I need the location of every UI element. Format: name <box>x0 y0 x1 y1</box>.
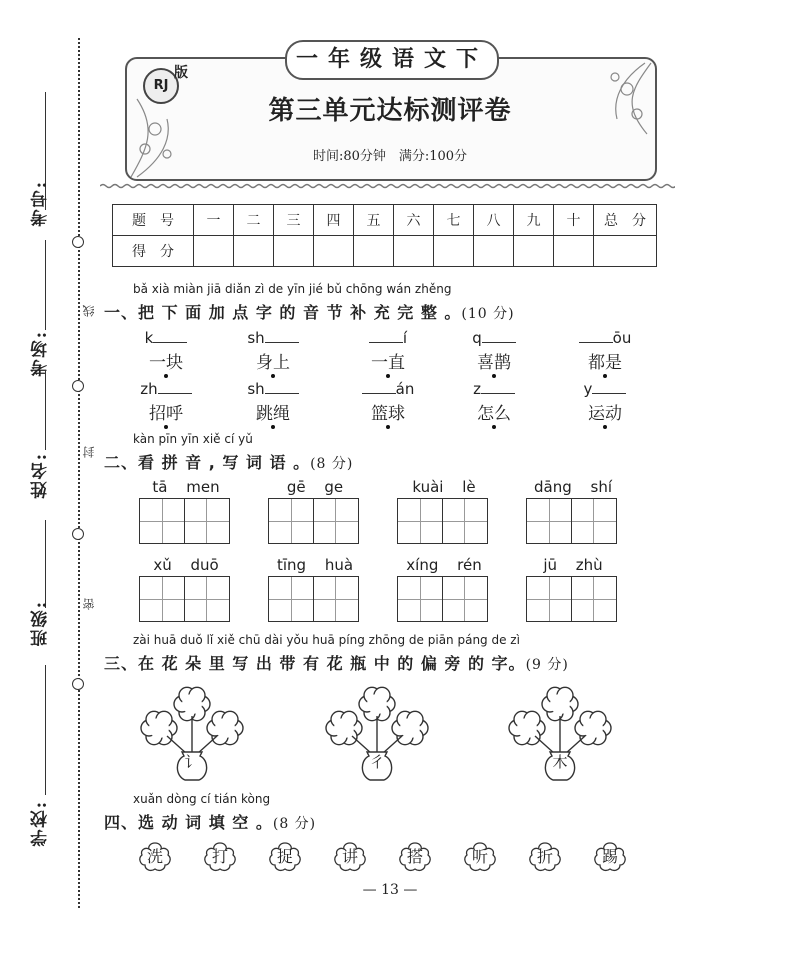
initial-text: sh <box>247 380 265 398</box>
pinyin-blank-row[interactable] <box>126 328 206 348</box>
score-cell[interactable] <box>194 236 234 267</box>
answer-blank[interactable] <box>362 379 396 394</box>
writing-cell[interactable] <box>268 498 314 544</box>
answer-blank[interactable] <box>592 379 626 394</box>
section3-title-text: 三、在 花 朵 里 写 出 带 有 花 瓶 中 的 偏 旁 的 字。 <box>104 654 526 673</box>
initial-text: sh <box>247 329 265 347</box>
score-cell[interactable] <box>354 236 394 267</box>
pinyin-blank-row[interactable] <box>126 379 206 399</box>
vase-radical: 讠 <box>184 753 200 771</box>
flower-vase <box>505 684 615 784</box>
writing-grid-block <box>526 556 620 622</box>
pinyin-completion-item <box>454 379 534 429</box>
section4-points: (8 分) <box>272 816 317 832</box>
word-text: 运动 <box>588 404 622 424</box>
answer-blank[interactable] <box>265 328 299 343</box>
grid-pinyin: dāng shí <box>534 478 612 496</box>
grid-cells <box>526 498 620 544</box>
writing-cell[interactable] <box>397 576 443 622</box>
writing-grid-block <box>139 478 233 544</box>
name-line[interactable] <box>45 370 46 450</box>
word-text: 篮球 <box>371 404 405 424</box>
initial-text: q <box>472 329 482 347</box>
answer-blank[interactable] <box>482 328 516 343</box>
final-text: án <box>395 380 415 398</box>
binding-hole <box>72 380 84 392</box>
grid-cells <box>139 576 233 622</box>
section1-title <box>104 300 515 323</box>
word-text: 一块 <box>149 353 183 373</box>
writing-grid-block <box>268 556 362 622</box>
verb-chip[interactable] <box>203 841 237 873</box>
word-text: 喜鹊 <box>477 353 511 373</box>
pinyin-blank-row[interactable] <box>348 379 428 399</box>
grid-cells <box>139 498 233 544</box>
writing-grid-block <box>139 556 233 622</box>
section1-points: (10 分) <box>461 306 515 322</box>
score-table-score-row <box>113 236 657 267</box>
pinyin-completion-item <box>565 328 645 378</box>
writing-cell[interactable] <box>313 576 359 622</box>
page-number: — 13 — <box>362 882 418 898</box>
verb-text: 折 <box>536 847 553 866</box>
writing-cell[interactable] <box>139 576 185 622</box>
writing-cell[interactable] <box>313 498 359 544</box>
writing-cell[interactable] <box>571 576 617 622</box>
verb-text: 捉 <box>276 847 293 866</box>
grid-pinyin: xǔ duō <box>153 556 219 574</box>
pinyin-blank-row[interactable] <box>565 328 645 348</box>
writing-grid-block <box>526 478 620 544</box>
school-line[interactable] <box>45 665 46 795</box>
section3-points: (9 分) <box>525 657 569 673</box>
pinyin-completion-item <box>348 328 428 378</box>
writing-cell[interactable] <box>442 498 488 544</box>
pinyin-completion-item <box>233 328 313 378</box>
emphasis-dot <box>386 425 390 429</box>
pinyin-completion-item <box>126 328 206 378</box>
initial-text: z <box>473 380 481 398</box>
verb-chip[interactable] <box>268 841 302 873</box>
word-text: 怎么 <box>477 404 511 424</box>
grid-cells <box>268 576 362 622</box>
writing-cell[interactable] <box>268 576 314 622</box>
section4-title <box>104 810 316 833</box>
section3-title <box>104 651 569 674</box>
grid-cells <box>268 498 362 544</box>
answer-blank[interactable] <box>265 379 299 394</box>
flower-top-petal-icon[interactable] <box>542 687 578 720</box>
col-header: 八 <box>474 205 514 236</box>
initial-text: y <box>583 380 593 398</box>
vase-radical: 木 <box>552 753 568 771</box>
school-label: 学校: <box>31 800 51 847</box>
col-header-total: 总 分 <box>594 205 657 236</box>
verb-chip[interactable] <box>333 841 367 873</box>
word-text: 一直 <box>371 353 405 373</box>
answer-blank[interactable] <box>369 328 403 343</box>
binding-marker-feng: 封 <box>82 446 96 458</box>
verb-text: 听 <box>471 847 488 866</box>
class-line[interactable] <box>45 520 46 608</box>
grid-cells <box>397 498 491 544</box>
writing-cell[interactable] <box>139 498 185 544</box>
section1-title-text: 一、把 下 面 加 点 字 的 音 节 补 充 完 整 。 <box>104 303 462 322</box>
grid-cells <box>397 576 491 622</box>
col-header: 五 <box>354 205 394 236</box>
writing-grid-block <box>397 478 491 544</box>
flower-vase <box>137 684 247 784</box>
exam-info: 时间:80分钟 满分:100分 <box>312 149 468 164</box>
grid-pinyin: jū zhù <box>543 556 603 574</box>
edition-suffix: 版 <box>174 65 188 81</box>
score-cell[interactable] <box>554 236 594 267</box>
pinyin-completion-item <box>348 379 428 429</box>
col-header: 六 <box>394 205 434 236</box>
verb-text: 搭 <box>406 847 423 866</box>
pinyin-blank-row[interactable] <box>454 379 534 399</box>
verb-chip[interactable] <box>138 841 172 873</box>
final-text: ōu <box>612 329 632 347</box>
wavy-divider <box>100 183 675 189</box>
binding-hole <box>72 528 84 540</box>
pinyin-blank-row[interactable] <box>454 328 534 348</box>
col-header: 七 <box>434 205 474 236</box>
score-cell[interactable] <box>434 236 474 267</box>
emphasis-dot <box>603 374 607 378</box>
emphasis-dot <box>164 425 168 429</box>
initial-text: zh <box>140 380 158 398</box>
section4-title-text: 四、选 动 词 填 空 。 <box>104 813 273 832</box>
pinyin-blank-row[interactable] <box>565 379 645 399</box>
col-header: 一 <box>194 205 234 236</box>
binding-marker-xian: 线 <box>82 305 96 317</box>
writing-cell[interactable] <box>397 498 443 544</box>
pinyin-completion-item <box>454 328 534 378</box>
writing-grid-block <box>397 556 491 622</box>
emphasis-dot <box>386 374 390 378</box>
word-text: 都是 <box>588 353 622 373</box>
grid-pinyin: tīng huà <box>276 556 354 574</box>
row-label-score: 得 分 <box>113 236 194 267</box>
score-cell[interactable] <box>394 236 434 267</box>
writing-cell[interactable] <box>526 576 572 622</box>
writing-cell[interactable] <box>184 498 230 544</box>
final-text: í <box>402 329 408 347</box>
section2-points: (8 分) <box>310 456 354 472</box>
grid-cells <box>526 576 620 622</box>
col-header: 九 <box>514 205 554 236</box>
score-table <box>112 204 657 267</box>
exam-room-label: 考场: <box>31 330 51 377</box>
grid-pinyin: tā men <box>152 478 220 496</box>
flower-top-petal-icon[interactable] <box>359 687 395 720</box>
col-header: 十 <box>554 205 594 236</box>
score-cell[interactable] <box>314 236 354 267</box>
grid-pinyin: xíng rén <box>406 556 482 574</box>
verb-text: 打 <box>211 847 228 866</box>
writing-cell[interactable] <box>526 498 572 544</box>
verb-text: 洗 <box>146 847 163 866</box>
pinyin-completion-item <box>565 379 645 429</box>
score-cell[interactable] <box>514 236 554 267</box>
writing-cell[interactable] <box>184 576 230 622</box>
pinyin-completion-item <box>126 379 206 429</box>
emphasis-dot <box>271 374 275 378</box>
col-header: 三 <box>274 205 314 236</box>
grid-pinyin: kuài lè <box>412 478 476 496</box>
score-table-header-row <box>113 205 657 236</box>
initial-text: k <box>144 329 154 347</box>
binding-hole <box>72 678 84 690</box>
writing-cell[interactable] <box>442 576 488 622</box>
word-text: 招呼 <box>149 404 183 424</box>
score-cell-total[interactable] <box>594 236 657 267</box>
verb-text: 讲 <box>341 847 358 866</box>
writing-cell[interactable] <box>571 498 617 544</box>
emphasis-dot <box>492 425 496 429</box>
binding-dotted-line <box>78 38 80 908</box>
emphasis-dot <box>603 425 607 429</box>
pinyin-blank-row[interactable] <box>348 328 428 348</box>
section3-pinyin: zài huā duǒ lǐ xiě chū dài yǒu huā píng zhōng de piān páng de zì <box>133 633 520 647</box>
pinyin-completion-item <box>233 379 313 429</box>
verb-chip[interactable] <box>463 841 497 873</box>
col-header: 四 <box>314 205 354 236</box>
section1-pinyin: bǎ xià miàn jiā diǎn zì de yīn jié bǔ chōng wán zhěng <box>133 282 452 296</box>
answer-blank[interactable] <box>158 379 192 394</box>
grid-pinyin: gē ge <box>286 478 344 496</box>
word-text: 身上 <box>256 353 290 373</box>
section2-title <box>104 450 353 473</box>
edition-badge: RJ <box>143 68 179 104</box>
verb-chip[interactable] <box>528 841 562 873</box>
exam-room-line[interactable] <box>45 240 46 330</box>
emphasis-dot <box>271 425 275 429</box>
binding-hole <box>72 236 84 248</box>
score-cell[interactable] <box>234 236 274 267</box>
name-label: 姓名: <box>31 452 51 499</box>
section2-title-text: 二、看 拼 音 , 写 词 语 。 <box>104 453 311 472</box>
verb-chip[interactable] <box>593 841 627 873</box>
emphasis-dot <box>492 374 496 378</box>
word-text: 跳绳 <box>256 404 290 424</box>
row-label-question-no: 题 号 <box>113 205 194 236</box>
section4-pinyin: xuǎn dòng cí tián kòng <box>133 792 271 806</box>
emphasis-dot <box>164 374 168 378</box>
verb-chip[interactable] <box>398 841 432 873</box>
class-label: 班级: <box>31 600 51 647</box>
answer-blank[interactable] <box>481 379 515 394</box>
flower-vase <box>322 684 432 784</box>
score-cell[interactable] <box>274 236 314 267</box>
flower-top-petal-icon[interactable] <box>174 687 210 720</box>
section2-pinyin: kàn pīn yīn xiě cí yǔ <box>133 432 253 446</box>
writing-grid-block <box>268 478 362 544</box>
grade-title: 一年级语文下 <box>285 40 499 80</box>
answer-blank[interactable] <box>153 328 187 343</box>
verb-text: 踢 <box>601 847 618 866</box>
vase-radical: 彳 <box>369 753 385 771</box>
exam-number-label: 考号: <box>31 180 51 227</box>
answer-blank[interactable] <box>579 328 613 343</box>
col-header: 二 <box>234 205 274 236</box>
exam-title: 第三单元达标测评卷 <box>268 96 512 126</box>
binding-marker-mi: 密 <box>82 598 96 610</box>
pinyin-blank-row[interactable] <box>233 328 313 348</box>
pinyin-blank-row[interactable] <box>233 379 313 399</box>
score-cell[interactable] <box>474 236 514 267</box>
